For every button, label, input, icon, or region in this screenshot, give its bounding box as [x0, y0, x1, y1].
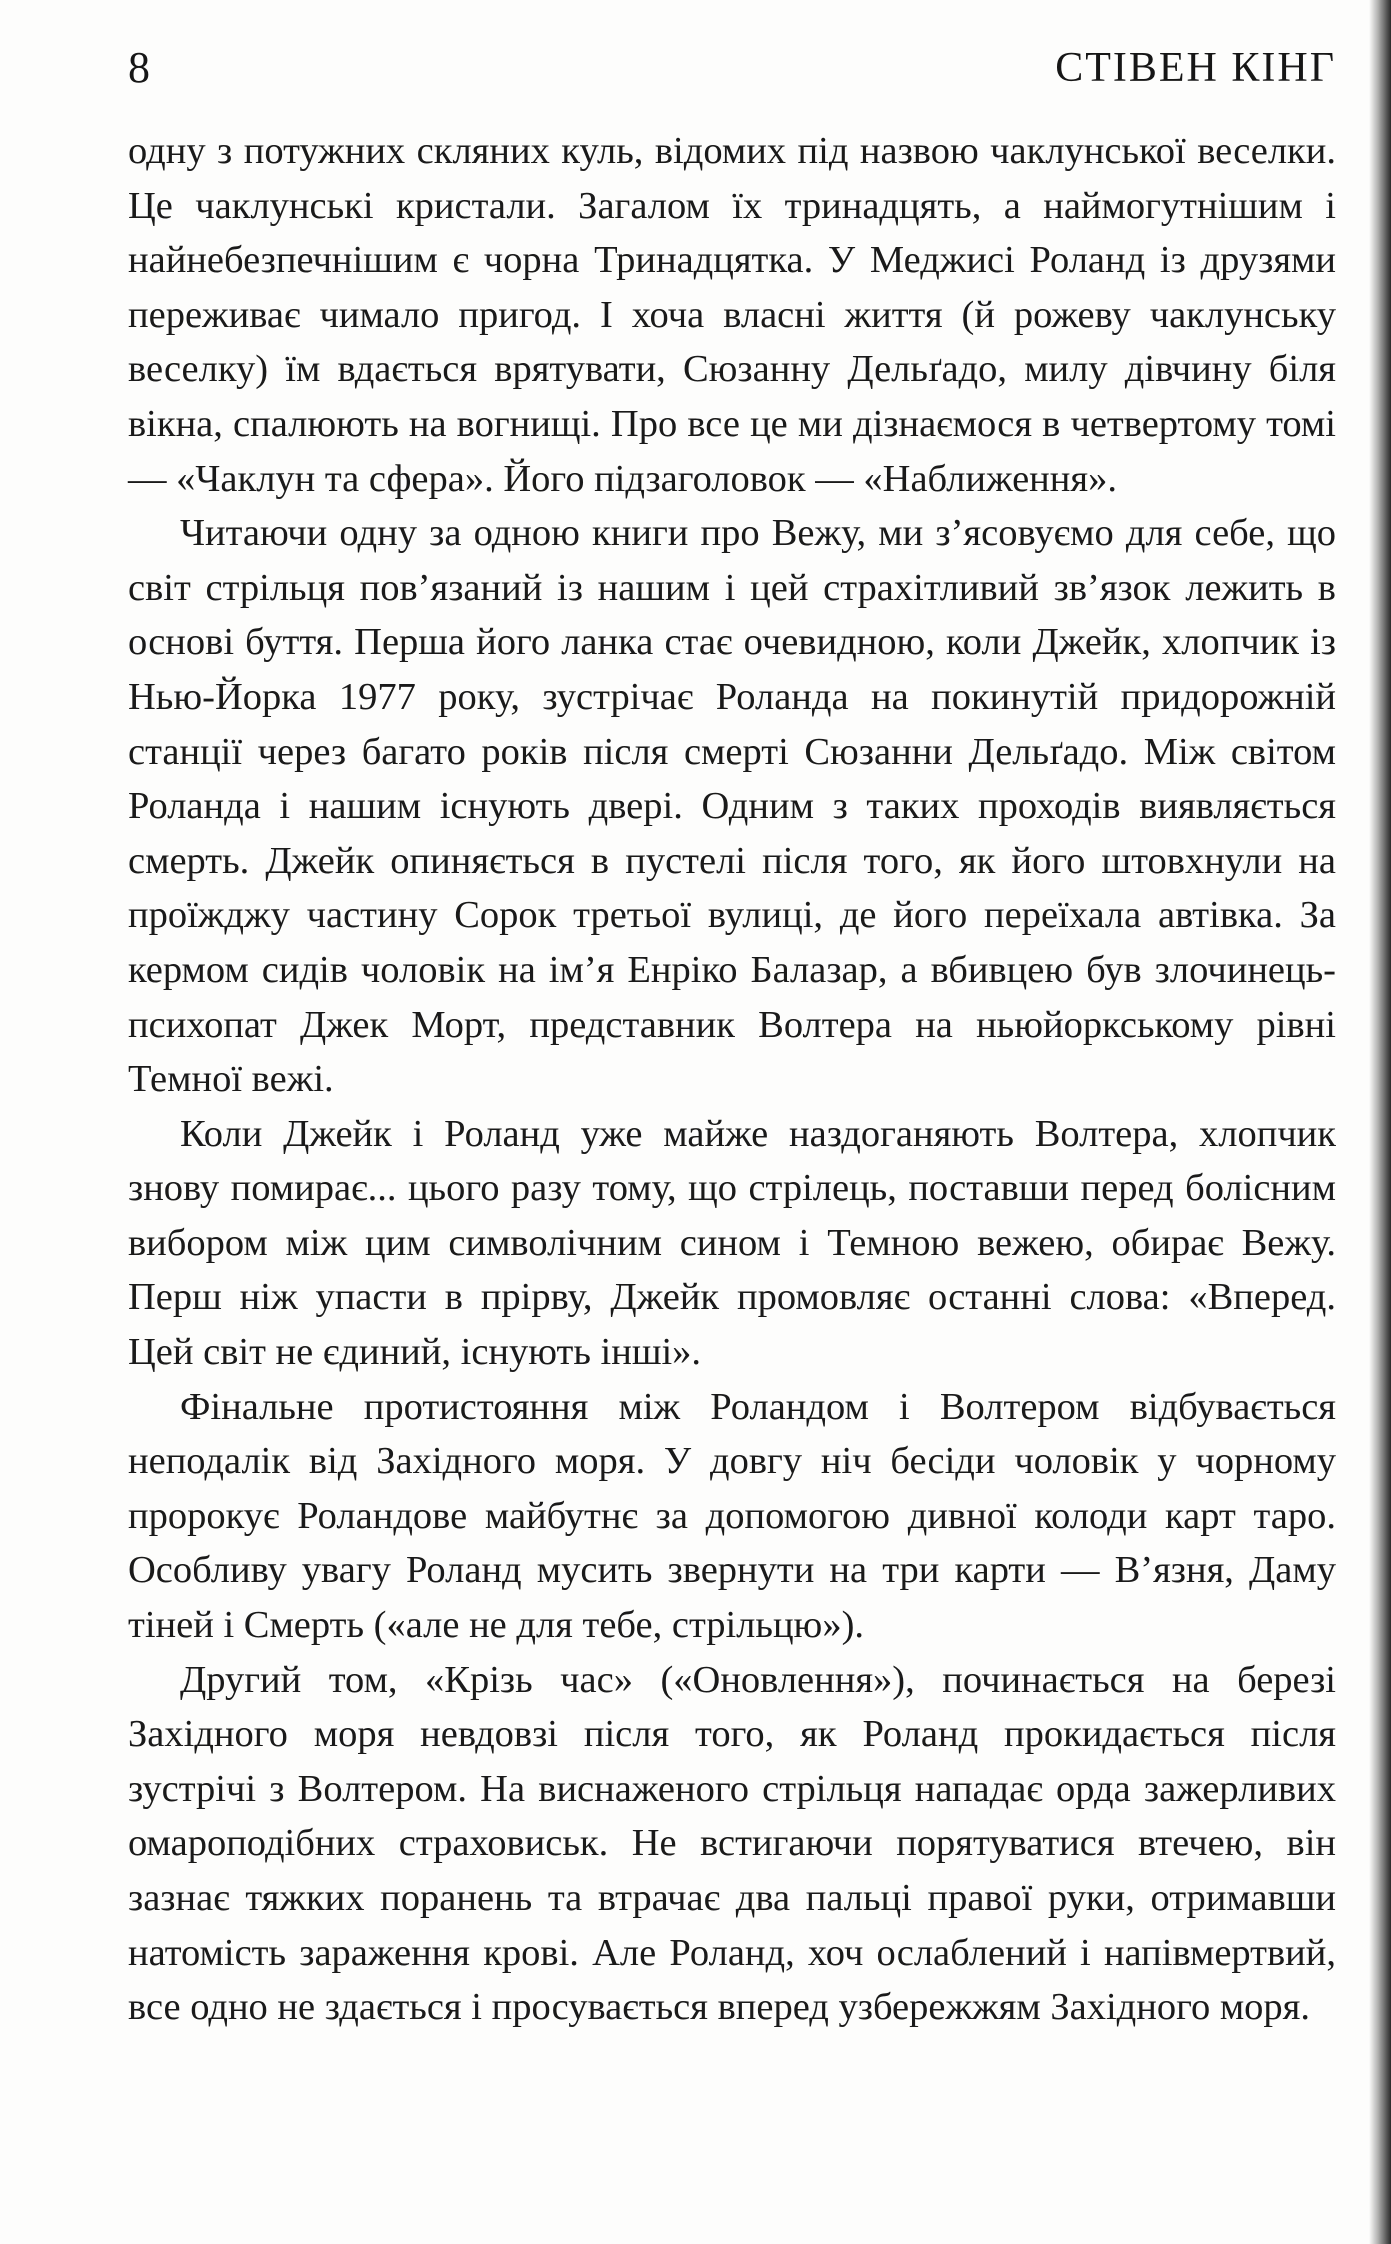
scan-edge-shadow	[1369, 0, 1391, 2244]
paragraph-4: Фінальне протистояння між Роландом і Волтером відбувається неподалік від Західного моря. У довгу ніч бесіди чоловік у чорному пророкує Роландове майбутнє за допомогою дивної колоди карт таро. Особливу увагу Роланд мусить звернути на три карти — В’язня, Даму тіней і Смерть («але не для тебе, стрільцю»).	[128, 1385, 1336, 1647]
body-text	[128, 124, 1336, 2035]
paragraph-2: Читаючи одну за одною книги про Вежу, ми з’ясовуємо для себе, що світ стрільця пов’язаний із нашим і цей страхітливий зв’язок лежить в основі буття. Перша його ланка стає очевидною, коли Джейк, хлопчик із Нью-Йорка 1977 року, зустрічає Роланда на покинутій придорожній станції через багато років після смерті Сюзанни Дельґадо. Між світом Роланда і нашим існують двері. Одним з таких проходів виявляється смерть. Джейк опиняється в пустелі після того, як його штовхнули на проїжджу частину Сорок третьої вулиці, де його переїхала автівка. За кермом сидів чоловік на ім’я Енріко Балазар, а вбивцею був злочинець-психопат Джек Морт, представник Волтера на ньюйоркському рівні Темної вежі.	[128, 512, 1336, 1101]
paragraph-3: Коли Джейк і Роланд уже майже наздоганяють Волтера, хлопчик знову помирає... цього разу тому, що стрілець, поставши перед болісним вибором між цим символічним сином і Темною вежею, обирає Вежу. Перш ніж упасти в прірву, Джейк промовляє останні слова: «Вперед. Цей світ не єдиний, існують інші».	[128, 1112, 1336, 1374]
paragraph-1: одну з потужних скляних куль, відомих під назвою чаклунської веселки. Це чаклунські кристали. Загалом їх тринадцять, а наймогутнішим і найнебезпечнішим є чорна Тринадцятка. У Меджисі Роланд із друзями переживає чималo пригод. І хоча власні життя (й рожеву чаклунську веселку) їм вдається врятувати, Сюзанну Дельґадо, милу дівчину біля вікна, спалюють на вогнищі. Про все це ми дізнаємося в четвертому томі — «Чаклун та сфера». Його підзаголовок — «Наближення».	[128, 130, 1336, 500]
page-header	[128, 38, 1336, 98]
page-number: 8	[128, 43, 150, 92]
paragraph-5: Другий том, «Крізь час» («Оновлення»), починається на березі Західного моря невдовзі після того, як Роланд прокидається після зустрічі з Волтером. На виснаженого стрільця нападає орда зажерливих омароподібних страховиськ. Не встигаючи порятуватися втечею, він зазнає тяжких поранень та втрачає два пальці правої руки, отримавши натомість зараження крові. Але Роланд, хоч ослаблений і напівмертвий, все одно не здається і просувається вперед узбережжям Західного моря.	[128, 1658, 1336, 2029]
running-head-author: СТІВЕН КІНГ	[1055, 45, 1336, 91]
